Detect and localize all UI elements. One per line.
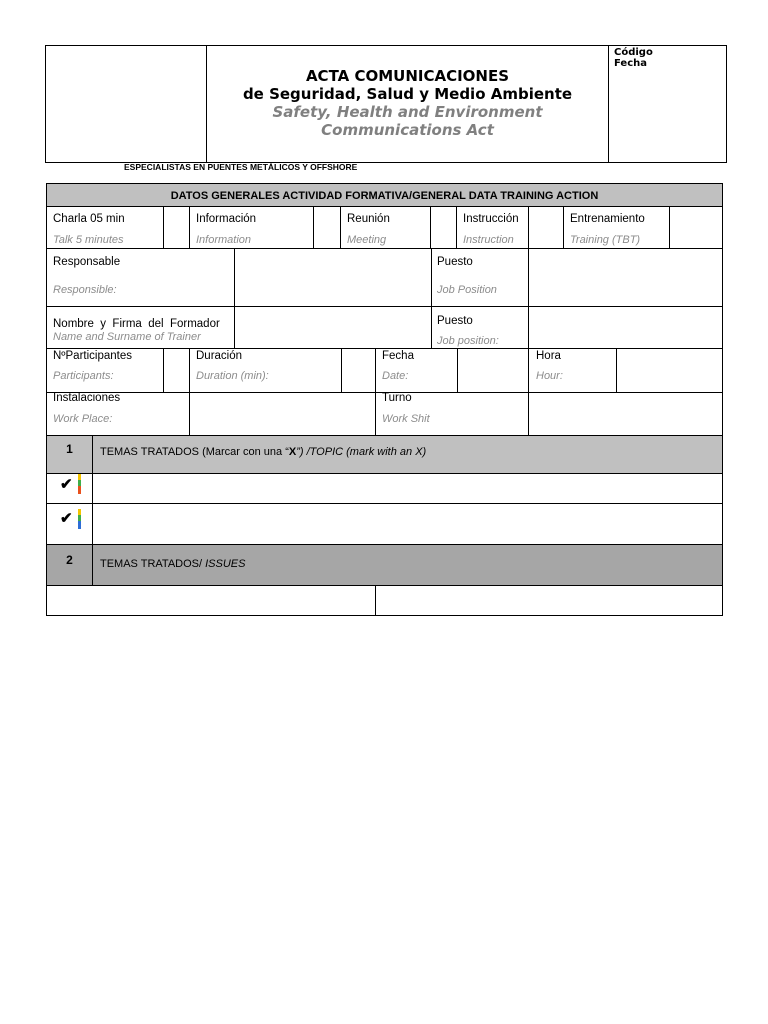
responsible-label: Responsable <box>53 256 121 268</box>
logo-area <box>46 46 206 162</box>
subtitle-line-2: Communications Act <box>321 121 494 139</box>
section-1-title-post: ”) /TOPIC (mark with an X) <box>296 446 427 458</box>
check-icon[interactable]: ✔ <box>60 476 73 493</box>
position-field[interactable] <box>529 249 722 306</box>
instruction-label: Instrucción <box>463 213 519 225</box>
information-label-en: Information <box>196 234 252 246</box>
title-line-1: ACTA COMUNICACIONES <box>305 67 510 85</box>
trainer-label-en: Name and Surname of Trainer <box>53 331 201 343</box>
title-line-2: de Seguridad, Salud y Medio Ambiente <box>242 85 573 103</box>
responsible-field[interactable] <box>235 249 431 306</box>
issues-field-left[interactable] <box>47 586 375 615</box>
instruction-label-en: Instruction <box>463 234 514 246</box>
training-label: Entrenamiento <box>570 213 645 225</box>
meeting-label: Reunión <box>347 213 390 225</box>
meeting-label-en: Meeting <box>347 234 387 246</box>
hour-label-en: Hour: <box>536 370 563 382</box>
participants-label-en: Participants: <box>53 370 114 382</box>
facilities-label: Instalaciones <box>53 392 121 404</box>
facilities-label-en: Work Place: <box>53 413 113 425</box>
section-2-title-pre: TEMAS TRATADOS/ <box>100 558 206 570</box>
issues-field-right[interactable] <box>376 586 722 615</box>
topic-field-2[interactable] <box>93 504 722 544</box>
code-label: Código <box>614 47 653 58</box>
section-2-number: 2 <box>66 553 73 567</box>
talk-label-en: Talk 5 minutes <box>53 234 124 246</box>
cell-line <box>189 206 190 248</box>
instruction-checkbox[interactable] <box>529 207 563 248</box>
color-marker-icon <box>78 474 81 494</box>
date-field-label: Fecha <box>382 350 414 362</box>
talk-label: Charla 05 min <box>53 213 125 225</box>
trainer-field[interactable] <box>235 307 431 348</box>
trainer-position-field[interactable] <box>529 307 722 348</box>
talk-checkbox[interactable] <box>164 207 189 248</box>
company-tagline: ESPECIALISTAS EN PUENTES METÁLICOS Y OFFSHORE <box>124 162 358 172</box>
position-label: Puesto <box>437 256 473 268</box>
date-label: Fecha <box>614 58 648 69</box>
training-checkbox[interactable] <box>670 207 722 248</box>
row-line <box>46 206 723 207</box>
trainer-label: Nombre y Firma del Formador <box>53 318 220 330</box>
shift-label-en: Work Shit <box>382 413 430 425</box>
hour-label: Hora <box>536 350 561 362</box>
date-field-label-en: Date: <box>382 370 409 382</box>
date-field[interactable] <box>458 349 528 392</box>
subtitle-line-1: Safety, Health and Environment <box>272 103 543 121</box>
participants-field[interactable] <box>164 349 189 392</box>
section-1-title-pre: TEMAS TRATADOS (Marcar con una “ <box>100 446 289 458</box>
hour-field[interactable] <box>617 349 722 392</box>
training-label-en: Training (TBT) <box>570 234 641 246</box>
responsible-label-en: Responsible: <box>53 284 117 296</box>
participants-label: NºParticipantes <box>53 350 132 362</box>
general-data-title: DATOS GENERALES ACTIVIDAD FORMATIVA/GENERAL DATA TRAINING ACTION <box>170 190 599 202</box>
shift-field[interactable] <box>529 393 722 435</box>
section-1-number: 1 <box>66 442 73 456</box>
cell-line <box>92 545 93 586</box>
information-label: Información <box>196 213 257 225</box>
header-divider-right <box>608 45 609 163</box>
cell-line <box>340 206 341 248</box>
facilities-field[interactable] <box>190 393 375 435</box>
cell-line <box>456 206 457 248</box>
information-checkbox[interactable] <box>314 207 340 248</box>
cell-line <box>563 206 564 248</box>
section-2-title-post: ISSUES <box>205 558 246 570</box>
trainer-position-label-en: Job position: <box>437 335 499 347</box>
duration-field[interactable] <box>342 349 375 392</box>
section-2-title <box>100 557 245 571</box>
position-label-en: Job Position <box>437 284 497 296</box>
topic-field-1[interactable] <box>93 474 722 503</box>
meeting-checkbox[interactable] <box>431 207 456 248</box>
shift-label: Turno <box>382 392 412 404</box>
duration-label: Duración <box>196 350 243 362</box>
cell-line <box>431 248 432 348</box>
section-1-title-x: X <box>288 446 297 458</box>
duration-label-en: Duration (min): <box>196 370 269 382</box>
color-marker-icon <box>78 509 81 529</box>
document-title <box>207 67 608 103</box>
document-subtitle <box>207 103 608 139</box>
section-1-title <box>100 445 426 459</box>
cell-line <box>189 348 190 392</box>
check-icon[interactable]: ✔ <box>60 510 73 527</box>
trainer-position-label: Puesto <box>437 315 473 327</box>
